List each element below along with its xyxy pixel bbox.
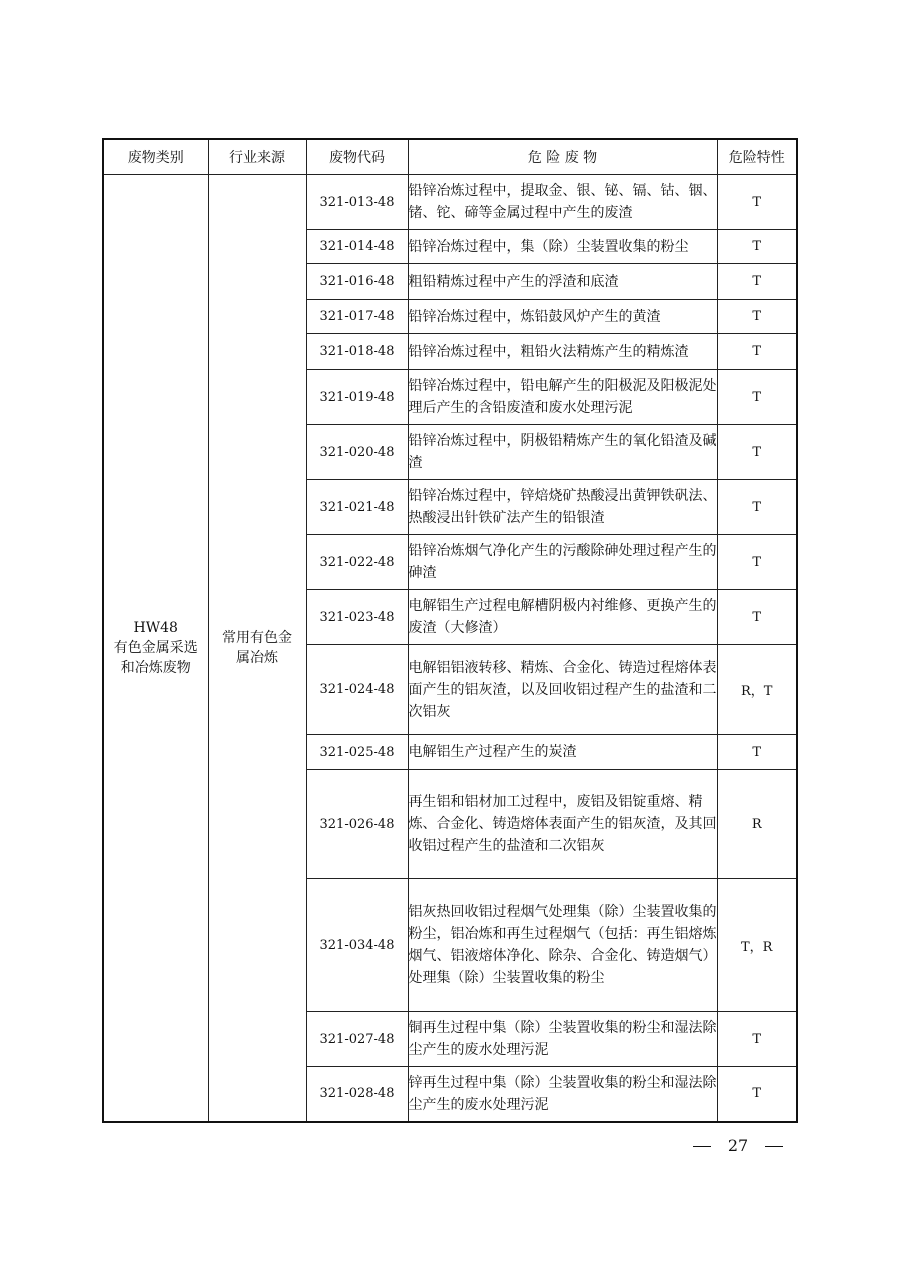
source-line2: 属冶炼 — [236, 649, 278, 666]
waste-hazard-cell: R — [717, 770, 797, 879]
header-category: 废物类别 — [103, 139, 208, 175]
header-hazard: 危险特性 — [717, 139, 797, 175]
waste-hazard-cell: T — [717, 175, 797, 230]
waste-desc-cell: 铅锌冶炼过程中，粗铅火法精炼产生的精炼渣 — [408, 334, 717, 370]
waste-hazard-cell: T — [717, 1067, 797, 1122]
waste-hazard-cell: T — [717, 1012, 797, 1067]
table-row — [103, 175, 797, 230]
category-line1: HW48 — [133, 619, 178, 636]
header-source: 行业来源 — [208, 139, 306, 175]
waste-code-cell: 321-027-48 — [306, 1012, 408, 1067]
waste-desc-cell: 铝灰热回收铝过程烟气处理集（除）尘装置收集的粉尘，铝冶炼和再生过程烟气（包括：再生铝熔炼烟气、铝液熔体净化、除杂、合金化、铸造烟气）处理集（除）尘装置收集的粉尘 — [408, 879, 717, 1012]
waste-code-cell: 321-028-48 — [306, 1067, 408, 1122]
waste-code-cell: 321-023-48 — [306, 590, 408, 645]
waste-desc-cell: 电解铝铝液转移、精炼、合金化、铸造过程熔体表面产生的铝灰渣，以及回收铝过程产生的盐渣和二次铝灰 — [408, 645, 717, 735]
waste-code-cell: 321-014-48 — [306, 230, 408, 264]
waste-hazard-cell: T — [717, 425, 797, 480]
waste-code-cell: 321-025-48 — [306, 735, 408, 770]
waste-code-cell: 321-013-48 — [306, 175, 408, 230]
category-line2: 有色金属采选 — [113, 639, 198, 656]
table-header-row — [103, 139, 797, 175]
waste-code-cell: 321-017-48 — [306, 300, 408, 334]
waste-desc-cell: 铜再生过程中集（除）尘装置收集的粉尘和湿法除尘产生的废水处理污泥 — [408, 1012, 717, 1067]
waste-desc-cell: 铅锌冶炼过程中，提取金、银、铋、镉、钴、铟、锗、铊、碲等金属过程中产生的废渣 — [408, 175, 717, 230]
waste-hazard-cell: T — [717, 370, 797, 425]
waste-desc-cell: 铅锌冶炼过程中，铅电解产生的阳极泥及阳极泥处理后产生的含铅废渣和废水处理污泥 — [408, 370, 717, 425]
waste-desc-cell: 再生铝和铝材加工过程中，废铝及铝锭重熔、精炼、合金化、铸造熔体表面产生的铝灰渣，及其回收铝过程产生的盐渣和二次铝灰 — [408, 770, 717, 879]
header-waste: 危 险 废 物 — [408, 139, 717, 175]
header-code: 废物代码 — [306, 139, 408, 175]
waste-code-cell: 321-024-48 — [306, 645, 408, 735]
waste-code-cell: 321-020-48 — [306, 425, 408, 480]
waste-desc-cell: 铅锌冶炼过程中，集（除）尘装置收集的粉尘 — [408, 230, 717, 264]
category-cell — [103, 175, 208, 1122]
waste-code-cell: 321-019-48 — [306, 370, 408, 425]
source-cell — [208, 175, 306, 1122]
waste-desc-cell: 电解铝生产过程电解槽阴极内衬维修、更换产生的废渣（大修渣） — [408, 590, 717, 645]
waste-hazard-cell: T — [717, 334, 797, 370]
waste-hazard-cell: T — [717, 535, 797, 590]
page-number: 27 — [727, 1136, 749, 1155]
page-footer — [693, 1136, 793, 1158]
waste-code-cell: 321-022-48 — [306, 535, 408, 590]
waste-code-cell: 321-016-48 — [306, 264, 408, 300]
waste-hazard-cell: T — [717, 230, 797, 264]
waste-hazard-cell: T — [717, 590, 797, 645]
dash-right — [765, 1146, 783, 1147]
waste-hazard-cell: T — [717, 264, 797, 300]
hazardous-waste-table — [102, 138, 798, 1123]
waste-code-cell: 321-026-48 — [306, 770, 408, 879]
category-line3: 和冶炼废物 — [120, 659, 191, 676]
waste-hazard-cell: T — [717, 480, 797, 535]
waste-code-cell: 321-034-48 — [306, 879, 408, 1012]
source-line1: 常用有色金 — [222, 629, 292, 646]
dash-left — [693, 1146, 711, 1147]
waste-hazard-cell: R，T — [717, 645, 797, 735]
waste-desc-cell: 铅锌冶炼过程中，炼铅鼓风炉产生的黄渣 — [408, 300, 717, 334]
waste-desc-cell: 铅锌冶炼过程中，锌焙烧矿热酸浸出黄钾铁矾法、热酸浸出针铁矿法产生的铅银渣 — [408, 480, 717, 535]
waste-desc-cell: 铅锌冶炼过程中，阴极铅精炼产生的氧化铅渣及碱渣 — [408, 425, 717, 480]
waste-desc-cell: 电解铝生产过程产生的炭渣 — [408, 735, 717, 770]
waste-desc-cell: 粗铅精炼过程中产生的浮渣和底渣 — [408, 264, 717, 300]
waste-code-cell: 321-018-48 — [306, 334, 408, 370]
waste-hazard-cell: T — [717, 735, 797, 770]
waste-hazard-cell: T，R — [717, 879, 797, 1012]
waste-code-cell: 321-021-48 — [306, 480, 408, 535]
waste-hazard-cell: T — [717, 300, 797, 334]
waste-desc-cell: 铅锌冶炼烟气净化产生的污酸除砷处理过程产生的砷渣 — [408, 535, 717, 590]
waste-desc-cell: 锌再生过程中集（除）尘装置收集的粉尘和湿法除尘产生的废水处理污泥 — [408, 1067, 717, 1122]
